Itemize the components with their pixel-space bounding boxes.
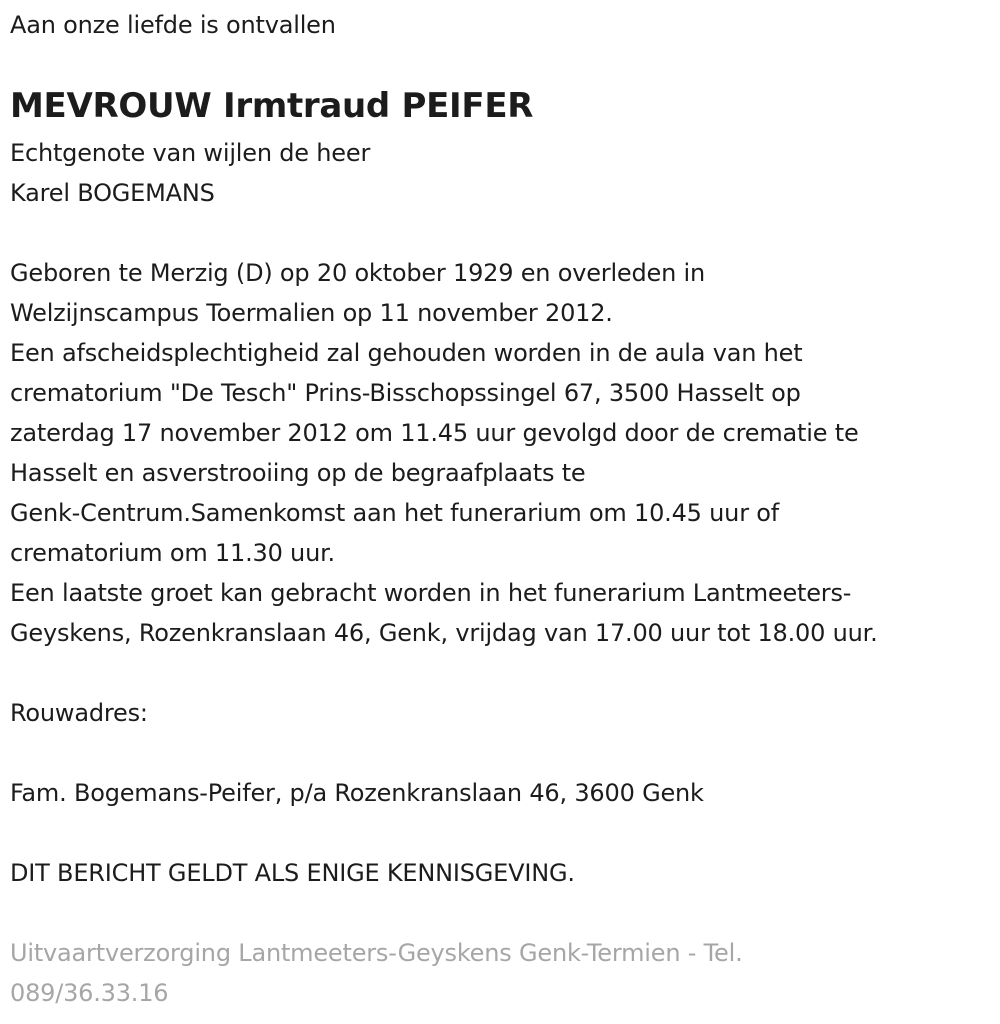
rouwadres-address: Fam. Bogemans-Peifer, p/a Rozenkranslaan 46, 3600 Genk	[10, 779, 704, 807]
detail-line: Genk-Centrum.Samenkomst aan het funerarium om 10.45 uur of	[10, 499, 780, 527]
detail-line: Hasselt en asverstrooiing op de begraafplaats te	[10, 459, 586, 487]
spouse-line: Karel BOGEMANS	[10, 179, 215, 207]
deceased-name: MEVROUW Irmtraud PEIFER	[10, 86, 534, 126]
detail-line: Een afscheidsplechtigheid zal gehouden worden in de aula van het	[10, 339, 803, 367]
detail-line: Geyskens, Rozenkranslaan 46, Genk, vrijdag van 17.00 uur tot 18.00 uur.	[10, 619, 878, 647]
detail-line: Een laatste groet kan gebracht worden in het funerarium Lantmeeters-	[10, 579, 852, 607]
detail-line: Geboren te Merzig (D) op 20 oktober 1929 en overleden in	[10, 259, 706, 287]
spouse-line: Echtgenote van wijlen de heer	[10, 139, 371, 167]
detail-line: crematorium "De Tesch" Prins-Bisschopssingel 67, 3500 Hasselt op	[10, 379, 801, 407]
ceremony-details	[10, 253, 878, 653]
footer-phone: 089/36.33.16	[10, 979, 169, 1007]
detail-line: zaterdag 17 november 2012 om 11.45 uur gevolgd door de crematie te	[10, 419, 859, 447]
footer-line: Uitvaartverzorging Lantmeeters-Geyskens Genk-Termien - Tel.	[10, 939, 743, 967]
spouse-info	[10, 133, 370, 213]
rouwadres-label: Rouwadres:	[10, 699, 148, 727]
detail-line: crematorium om 11.30 uur.	[10, 539, 335, 567]
funeral-home-footer	[10, 933, 743, 1013]
notice-text: DIT BERICHT GELDT ALS ENIGE KENNISGEVING.	[10, 859, 575, 887]
intro-text: Aan onze liefde is ontvallen	[10, 11, 336, 39]
detail-line: Welzijnscampus Toermalien op 11 november 2012.	[10, 299, 613, 327]
